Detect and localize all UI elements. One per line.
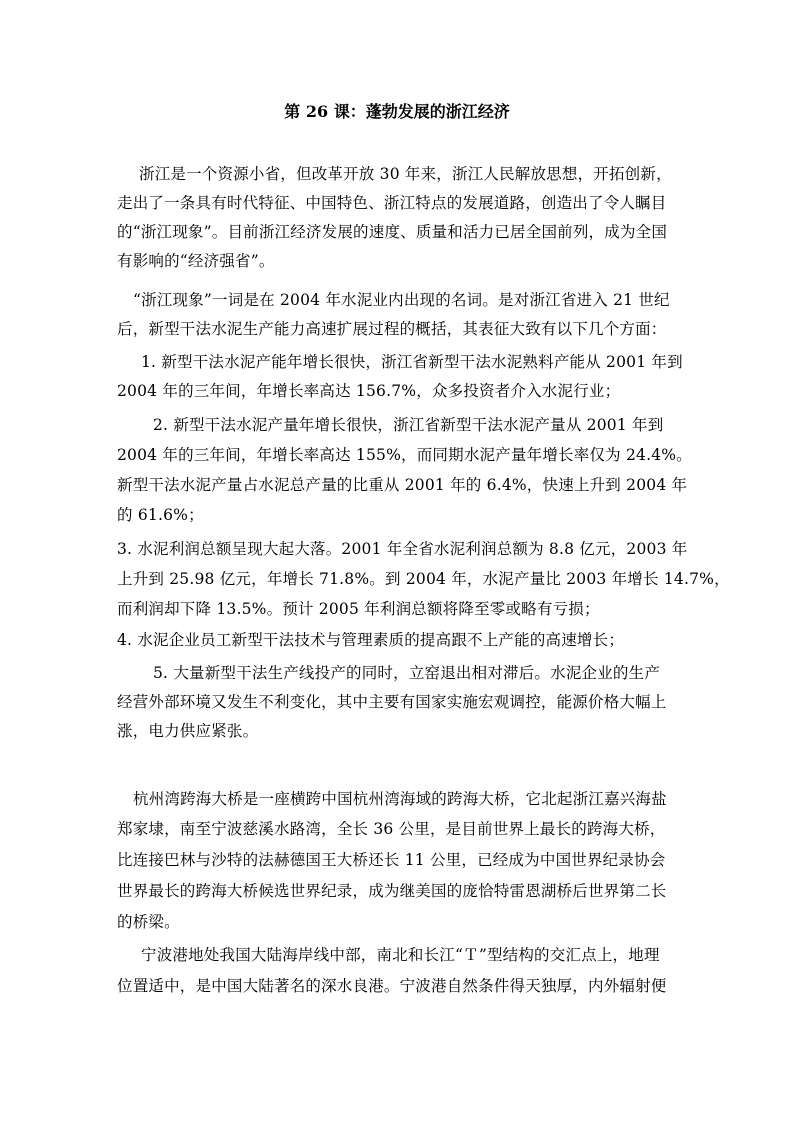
list-item-line: 2004 年的三年间，年增长率高达 156.7%，众多投资者介入水泥行业；: [117, 382, 621, 400]
list-item-line: 新型干法水泥产量占水泥总产量的比重从 2001 年的 6.4%，快速上升到 2004 年: [117, 476, 688, 494]
paragraph-line: 走出了一条具有时代特征、中国特色、浙江特点的发展道路，创造出了令人瞩目: [117, 194, 667, 212]
list-item-line: 的 61.6%；: [117, 506, 204, 524]
paragraph-line: 位置适中，是中国大陆著名的深水良港。宁波港自然条件得天独厚，内外辐射便: [117, 977, 667, 995]
paragraph-line: 的“浙江现象”。目前浙江经济发展的速度、质量和活力已居全国前列，成为全国: [117, 223, 668, 241]
paragraph-line: 宁波港地处我国大陆海岸线中部，南北和长江“Ｔ”型结构的交汇点上，地理: [141, 946, 660, 964]
list-item-line: 经营外部环境又发生不利变化，其中主要有国家实施宏观调控，能源价格大幅上: [117, 693, 667, 711]
list-item-line: 1. 新型干法水泥产能年增长很快，浙江省新型干法水泥熟料产能从 2001 年到: [141, 353, 683, 371]
paragraph-line: 浙江是一个资源小省，但改革开放 30 年来，浙江人民解放思想，开拓创新，: [139, 165, 672, 183]
paragraph-line: 比连接巴林与沙特的法赫德国王大桥还长 11 公里，已经成为中国世界纪录协会: [117, 851, 666, 869]
paragraph-line: 后，新型干法水泥生产能力高速扩展过程的概括，其表征大致有以下几个方面：: [117, 320, 667, 338]
list-item-line: 涨，电力供应紧张。: [117, 722, 259, 740]
lesson-title: 第 26 课：蓬勃发展的浙江经济: [284, 102, 510, 121]
paragraph-line: 有影响的“经济强省”。: [117, 252, 275, 270]
list-item-line: 2004 年的三年间，年增长率高达 155%，而同期水泥产量年增长率仅为 24.4%。: [117, 446, 692, 464]
list-item-line: 3. 水泥利润总额呈现大起大落。2001 年全省水泥利润总额为 8.8 亿元，2003 年: [117, 540, 688, 558]
list-item-line: 上升到 25.98 亿元，年增长 71.8%。到 2004 年，水泥产量比 2003 年增长 14.7%，: [117, 570, 730, 588]
paragraph-line: 郑家埭，南至宁波慈溪水路湾，全长 36 公里，是目前世界上最长的跨海大桥，: [117, 820, 666, 838]
paragraph-line: 的桥梁。: [117, 913, 180, 931]
list-item-line: 2. 新型干法水泥产量年增长很快，浙江省新型干法水泥产量从 2001 年到: [153, 416, 664, 434]
list-item-line: 而利润却下降 13.5%。预计 2005 年利润总额将降至零或略有亏损；: [117, 600, 600, 618]
list-item-line: 4. 水泥企业员工新型干法技术与管理素质的提高跟不上产能的高速增长；: [117, 631, 625, 649]
paragraph-line: “浙江现象”一词是在 2004 年水泥业内出现的名词。是对浙江省进入 21 世纪: [133, 291, 670, 309]
list-item-line: 5. 大量新型干法生产线投产的同时，立窑退出相对滞后。水泥企业的生产: [153, 664, 661, 682]
paragraph-line: 世界最长的跨海大桥候选世界纪录，成为继美国的庞恰特雷恩湖桥后世界第二长: [117, 882, 667, 900]
paragraph-line: 杭州湾跨海大桥是一座横跨中国杭州湾海域的跨海大桥，它北起浙江嘉兴海盐: [133, 790, 667, 808]
